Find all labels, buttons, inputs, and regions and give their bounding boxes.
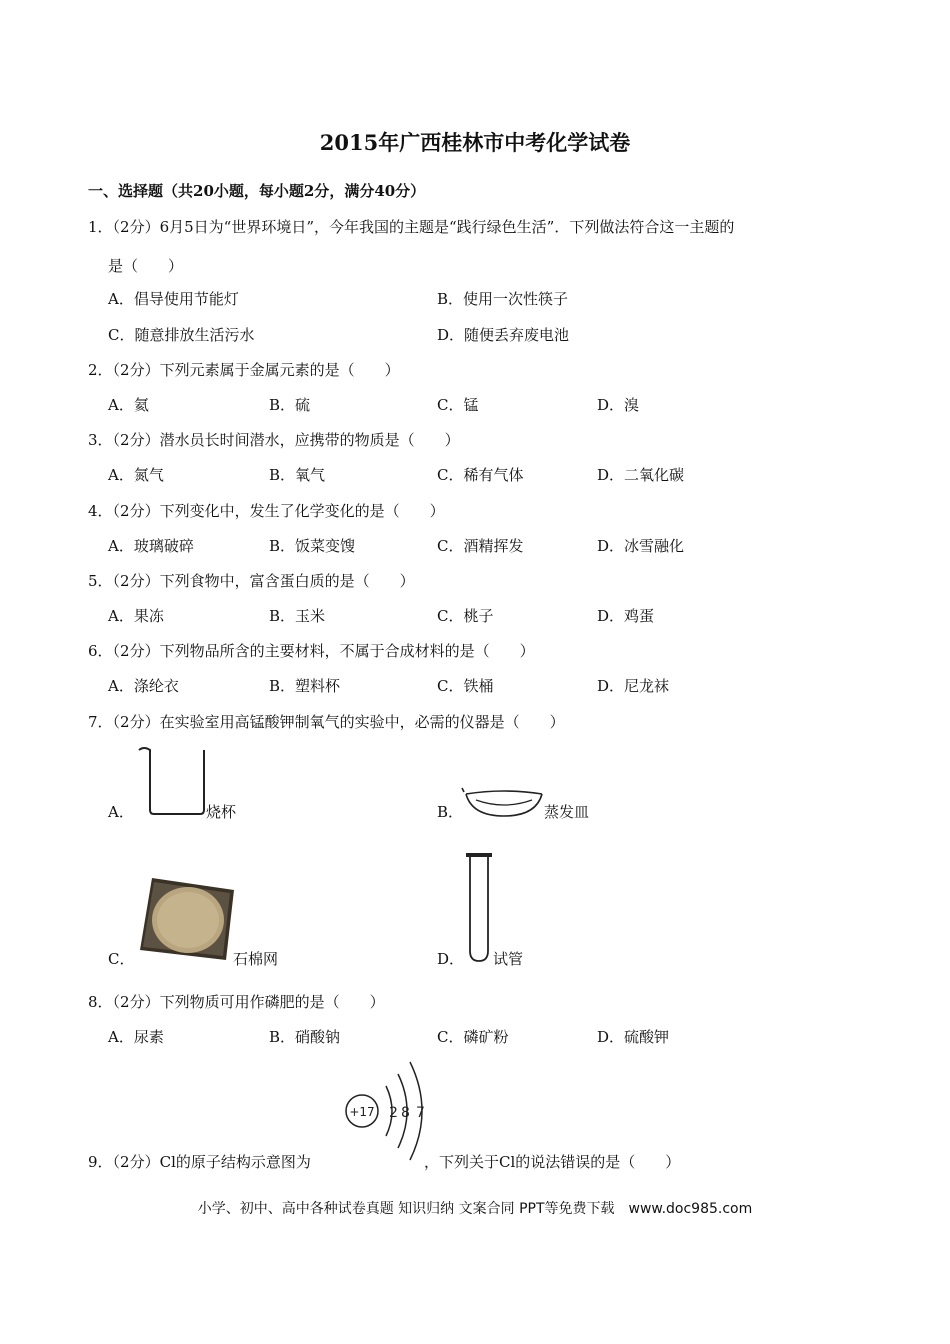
atom-shell-2-count: 8 xyxy=(401,1105,410,1121)
section-heading: 一、选择题（共20小题，每小题2分，满分40分） xyxy=(88,182,426,200)
asbestos-gauze-illustration xyxy=(134,876,236,962)
question-9-stem-tail: ，下列关于Cl的说法错误的是（ ） xyxy=(424,1153,681,1171)
question-7-stem: 7．（2分）在实验室用高锰酸钾制氧气的实验中，必需的仪器是（ ） xyxy=(88,713,565,731)
question-8-option-a: A．尿素 xyxy=(108,1028,164,1046)
question-5-option-d: D．鸡蛋 xyxy=(597,607,655,625)
question-1-option-b: B．使用一次性筷子 xyxy=(437,290,569,308)
atom-shell-1-count: 2 xyxy=(389,1105,398,1121)
question-7-option-c: C． xyxy=(108,950,135,968)
question-7-option-a: A． xyxy=(108,803,134,821)
question-2-option-d: D．溴 xyxy=(597,396,640,414)
question-3-stem: 3．（2分）潜水员长时间潜水，应携带的物质是（ ） xyxy=(88,431,460,449)
test-tube-illustration xyxy=(464,851,494,965)
footer-ad: 小学、初中、高中各种试卷真题 知识归纳 文案合同 PPT等免费下载 www.doc985.com xyxy=(197,1201,753,1217)
question-6-option-d: D．尼龙袜 xyxy=(597,677,670,695)
question-1-stem: 1．（2分）6月5日为“世界环境日”，今年我国的主题是“践行绿色生活”．下列做法符合这一主题的 xyxy=(88,218,735,236)
question-2-option-c: C．锰 xyxy=(437,396,479,414)
question-1-option-c: C．随意排放生活污水 xyxy=(108,326,255,344)
question-6-option-b: B．塑料杯 xyxy=(269,677,341,695)
question-7-label-gauze: 石棉网 xyxy=(233,950,279,968)
question-2-option-b: B．硫 xyxy=(269,396,311,414)
question-1-option-a: A．倡导使用节能灯 xyxy=(108,290,239,308)
question-4-option-b: B．饭菜变馊 xyxy=(269,537,356,555)
question-8-option-b: B．硝酸钠 xyxy=(269,1028,341,1046)
atom-nucleus-label: +17 xyxy=(349,1105,375,1119)
beaker-illustration xyxy=(136,744,210,818)
question-5-option-a: A．果冻 xyxy=(108,607,164,625)
question-5-option-b: B．玉米 xyxy=(269,607,326,625)
page-title: 2015年广西桂林市中考化学试卷 xyxy=(319,130,631,155)
question-4-stem: 4．（2分）下列变化中，发生了化学变化的是（ ） xyxy=(88,502,445,520)
question-4-option-a: A．玻璃破碎 xyxy=(108,537,194,555)
question-6-stem: 6．（2分）下列物品所含的主要材料，不属于合成材料的是（ ） xyxy=(88,642,535,660)
question-7-label-test-tube: 试管 xyxy=(493,950,524,968)
question-8-option-c: C．磷矿粉 xyxy=(437,1028,509,1046)
question-3-option-b: B．氧气 xyxy=(269,466,326,484)
question-9-stem: 9．（2分）Cl的原子结构示意图为 xyxy=(88,1153,311,1171)
question-5-stem: 5．（2分）下列食物中，富含蛋白质的是（ ） xyxy=(88,572,415,590)
question-3-option-d: D．二氧化碳 xyxy=(597,466,685,484)
question-8-option-d: D．硫酸钾 xyxy=(597,1028,670,1046)
question-5-option-c: C．桃子 xyxy=(437,607,494,625)
question-7-label-beaker: 烧杯 xyxy=(206,803,237,821)
question-3-option-a: A．氮气 xyxy=(108,466,164,484)
question-7-option-b: B． xyxy=(437,803,464,821)
question-6-option-c: C．铁桶 xyxy=(437,677,494,695)
question-2-option-a: A．氦 xyxy=(108,396,149,414)
question-1-stem-cont: 是（ ） xyxy=(108,257,184,275)
question-6-option-a: A．涤纶衣 xyxy=(108,677,179,695)
evaporating-dish-illustration xyxy=(462,782,546,822)
question-1-option-d: D．随便丢弃废电池 xyxy=(437,326,570,344)
question-4-option-d: D．冰雪融化 xyxy=(597,537,685,555)
question-7-label-dish: 蒸发皿 xyxy=(544,803,590,821)
question-4-option-c: C．酒精挥发 xyxy=(437,537,524,555)
question-8-stem: 8．（2分）下列物质可用作磷肥的是（ ） xyxy=(88,993,385,1011)
question-2-stem: 2．（2分）下列元素属于金属元素的是（ ） xyxy=(88,361,400,379)
question-7-option-d: D． xyxy=(437,950,465,968)
atom-shell-3-count: 7 xyxy=(416,1105,425,1121)
question-3-option-c: C．稀有气体 xyxy=(437,466,524,484)
